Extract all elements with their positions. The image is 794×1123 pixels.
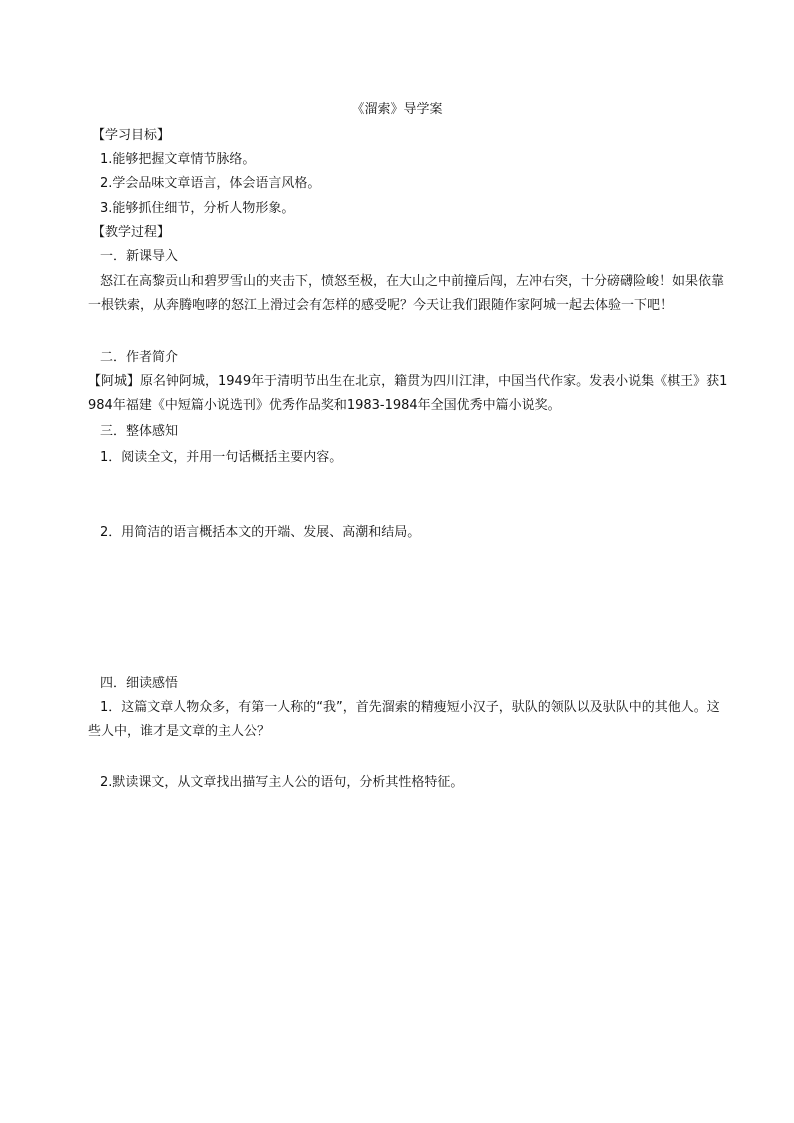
author-heading: 二．作者简介 bbox=[100, 350, 179, 365]
goal-item-3: 3.能够抓住细节，分析人物形象。 bbox=[100, 201, 295, 216]
detail-question-1: 1．这篇文章人物众多，有第一人称的“我”，首先溜索的精瘦短小汉子，驮队的领队以及驮队中的其他人。这些人中，谁才是文章的主人公？ bbox=[88, 700, 720, 739]
overall-heading: 三．整体感知 bbox=[100, 424, 179, 439]
overall-question-1: 1．阅读全文，并用一句话概括主要内容。 bbox=[100, 450, 343, 465]
goals-heading: 【学习目标】 bbox=[92, 128, 171, 143]
author-paragraph: 【阿城】原名钟阿城，1949年于清明节出生在北京，籍贯为四川江津，中国当代作家。发表小说集《棋王》获1984年福建《中短篇小说选刊》优秀作品奖和1983-1984年全国优秀中篇小说奖。 bbox=[88, 374, 728, 413]
page-title: 《溜索》导学案 bbox=[351, 102, 443, 117]
process-heading: 【教学过程】 bbox=[92, 225, 171, 240]
overall-question-2: 2．用简洁的语言概括本文的开端、发展、高潮和结局。 bbox=[100, 525, 421, 540]
goal-item-2: 2.学会品味文章语言，体会语言风格。 bbox=[100, 176, 321, 191]
detail-question-2: 2.默读课文，从文章找出描写主人公的语句，分析其性格特征。 bbox=[100, 775, 464, 790]
detail-heading: 四．细读感悟 bbox=[100, 676, 179, 691]
intro-heading: 一．新课导入 bbox=[100, 249, 179, 264]
goal-item-1: 1.能够把握文章情节脉络。 bbox=[100, 152, 256, 167]
intro-paragraph: 怒江在高黎贡山和碧罗雪山的夹击下，愤怒至极，在大山之中前撞后闯，左冲右突，十分磅礴险峻！如果依靠一根铁索，从奔腾咆哮的怒江上滑过会有怎样的感受呢？今天让我们跟随作家阿城一起去体验一下吧！ bbox=[88, 274, 725, 313]
